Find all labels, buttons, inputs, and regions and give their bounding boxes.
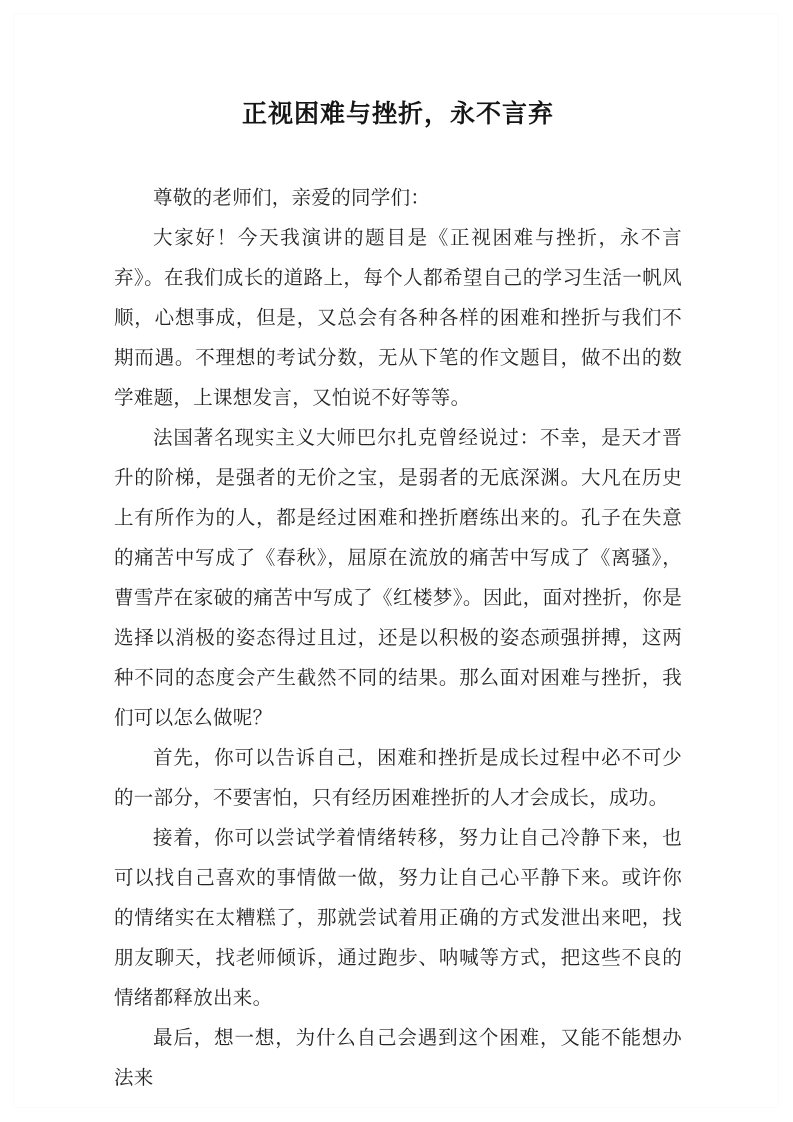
paragraph-first-advice: 首先，你可以告诉自己，困难和挫折是成长过程中必不可少的一部分，不要害怕，只有经历困难挫折的人才会成长，成功。 (114, 746, 682, 809)
paragraph-introduction: 大家好！今天我演讲的题目是《正视困难与挫折，永不言弃》。在我们成长的道路上，每个人都希望自己的学习生活一帆风顺，心想事成，但是，又总会有各种各样的困难和挫折与我们不期而遇。不理想的考试分数，无从下笔的作文题目，做不出的数学难题，上课想发言，又怕说不好等等。 (114, 226, 682, 409)
paragraph-balzac-quote: 法国著名现实主义大师巴尔扎克曾经说过：不幸，是天才晋升的阶梯，是强者的无价之宝，是弱者的无底深渊。大凡在历史上有所作为的人，都是经过困难和挫折磨练出来的。孔子在失意的痛苦中写成了《春秋》，屈原在流放的痛苦中写成了《离骚》，曹雪芹在家破的痛苦中写成了《红楼梦》。因此，面对挫折，你是选择以消极的姿态得过且过，还是以积极的姿态顽强拼搏，这两种不同的态度会产生截然不同的结果。那么面对困难与挫折，我们可以怎么做呢？ (114, 426, 682, 729)
page-title: 正视困难与挫折，永不言弃 (241, 99, 554, 128)
paragraph-salutation: 尊敬的老师们，亲爱的同学们： (153, 186, 431, 209)
paragraph-final-advice: 最后，想一想，为什么自己会遇到这个困难，又能不能想办法来 (114, 1026, 682, 1089)
document-content (114, 0, 682, 1098)
document-body (114, 178, 682, 1098)
paragraph-second-advice: 接着，你可以尝试学着情绪转移，努力让自己冷静下来，也可以找自己喜欢的事情做一做，努力让自己心平静下来。或许你的情绪实在太糟糕了，那就尝试着用正确的方式发泄出来吧，找朋友聊天，找老师倾诉，通过跑步、呐喊等方式，把这些不良的情绪都释放出来。 (114, 826, 682, 1009)
